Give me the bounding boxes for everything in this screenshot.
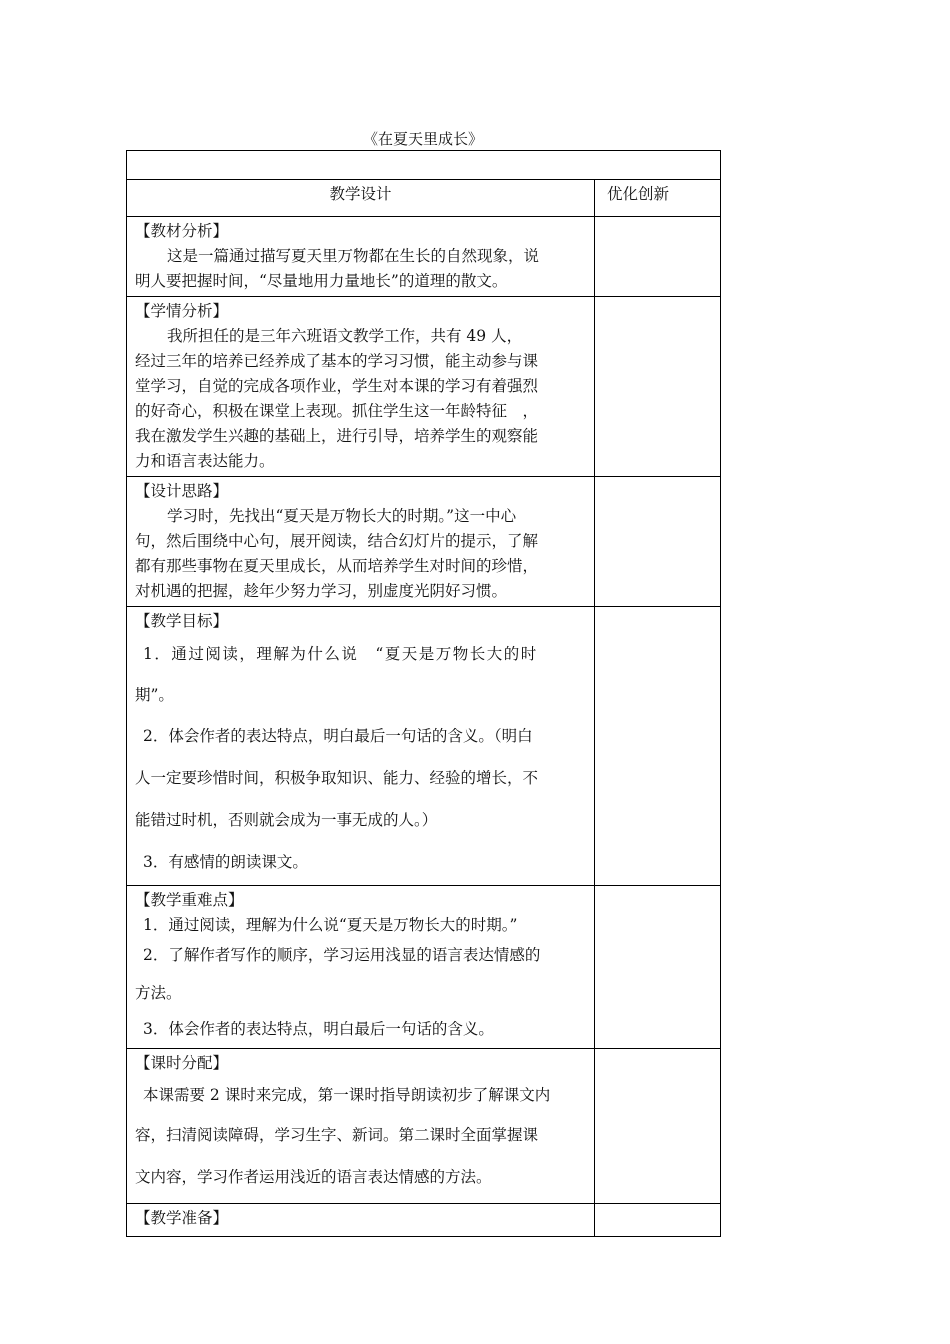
design-idea-cell [127, 477, 595, 607]
innovate-cell [595, 297, 721, 477]
text-line: 1．通过阅读，理解为什么说“夏天是万物长大的时期。” [143, 916, 518, 934]
text-line: 期”。 [135, 686, 174, 704]
text-line: 句，然后围绕中心句，展开阅读，结合幻灯片的提示，了解 [135, 532, 539, 550]
innovate-column-header [595, 180, 721, 217]
section-heading: 【教学重难点】 [135, 891, 244, 909]
text-line: 对机遇的把握，趁年少努力学习，别虚度光阴好习惯。 [135, 582, 508, 600]
text-line: 方法。 [135, 984, 182, 1002]
lesson-plan-table [126, 150, 721, 1237]
text-line: 经过三年的培养已经养成了基本的学习习惯，能主动参与课 [135, 352, 539, 370]
design-column-header [127, 180, 595, 217]
text-line: 3．体会作者的表达特点，明白最后一句话的含义。 [143, 1020, 494, 1038]
section-heading: 【设计思路】 [135, 482, 229, 500]
column-header-row [127, 180, 721, 217]
section-heading: 【教学准备】 [135, 1209, 229, 1227]
text-line: 2．了解作者写作的顺序，学习运用浅显的语言表达情感的 [143, 946, 541, 964]
text-line: 力和语言表达能力。 [135, 452, 275, 470]
teaching-goals-row [127, 607, 721, 886]
text-line: 堂学习，自觉的完成各项作业，学生对本课的学习有着强烈 [135, 377, 539, 395]
text-line: 能错过时机，否则就会成为一事无成的人。） [135, 811, 438, 829]
material-analysis-cell [127, 217, 595, 297]
schedule-row [127, 1049, 721, 1204]
section-heading: 【教材分析】 [135, 222, 229, 240]
design-column-label: 教学设计 [329, 185, 392, 203]
text-line: 明人要把握时间，“尽量地用力量地长”的道理的散文。 [135, 272, 508, 290]
innovate-cell [595, 477, 721, 607]
text-line: 都有那些事物在夏天里成长，从而培养学生对时间的珍惜， [135, 557, 539, 575]
text-line: 我所担任的是三年六班语文教学工作，共有 49 人， [167, 327, 523, 345]
design-idea-row [127, 477, 721, 607]
text-line: 学习时，先找出“夏天是万物长大的时期。”这一中心 [167, 507, 517, 525]
text-line: 的好奇心，积极在课堂上表现。抓住学生这一年龄特征 ， [135, 402, 539, 420]
document-title: 《在夏天里成长》 [362, 130, 483, 148]
section-heading: 【学情分析】 [135, 302, 229, 320]
material-analysis-row [127, 217, 721, 297]
text-line: 本课需要 2 课时来完成，第一课时指导朗读初步了解课文内 [143, 1086, 551, 1104]
key-points-cell [127, 886, 595, 1049]
innovate-column-label: 优化创新 [607, 185, 670, 203]
teaching-goals-cell [127, 607, 595, 886]
student-analysis-row [127, 297, 721, 477]
innovate-cell [595, 217, 721, 297]
schedule-cell [127, 1049, 595, 1204]
text-line: 容，扫清阅读障碍，学习生字、新词。第二课时全面掌握课 [135, 1126, 539, 1144]
innovate-cell [595, 1049, 721, 1204]
section-heading: 【教学目标】 [135, 612, 229, 630]
text-line: 人一定要珍惜时间，积极争取知识、能力、经验的增长，不 [135, 769, 539, 787]
student-analysis-cell [127, 297, 595, 477]
preparation-row [127, 1204, 721, 1237]
preparation-cell [127, 1204, 595, 1237]
innovate-cell [595, 607, 721, 886]
blank-header-cell [127, 151, 721, 180]
blank-header-row [127, 151, 721, 180]
text-line: 3．有感情的朗读课文。 [143, 853, 308, 871]
innovate-cell [595, 1204, 721, 1237]
text-line: 我在激发学生兴趣的基础上，进行引导，培养学生的观察能 [135, 427, 539, 445]
text-line: 这是一篇通过描写夏天里万物都在生长的自然现象，说 [167, 247, 540, 265]
section-heading: 【课时分配】 [135, 1054, 229, 1072]
key-points-row [127, 886, 721, 1049]
text-line: 2．体会作者的表达特点，明白最后一句话的含义。（明白 [143, 727, 533, 745]
text-line: 1．通过阅读，理解为什么说 “夏天是万物长大的时 [143, 645, 538, 663]
text-line: 文内容，学习作者运用浅近的语言表达情感的方法。 [135, 1168, 492, 1186]
innovate-cell [595, 886, 721, 1049]
